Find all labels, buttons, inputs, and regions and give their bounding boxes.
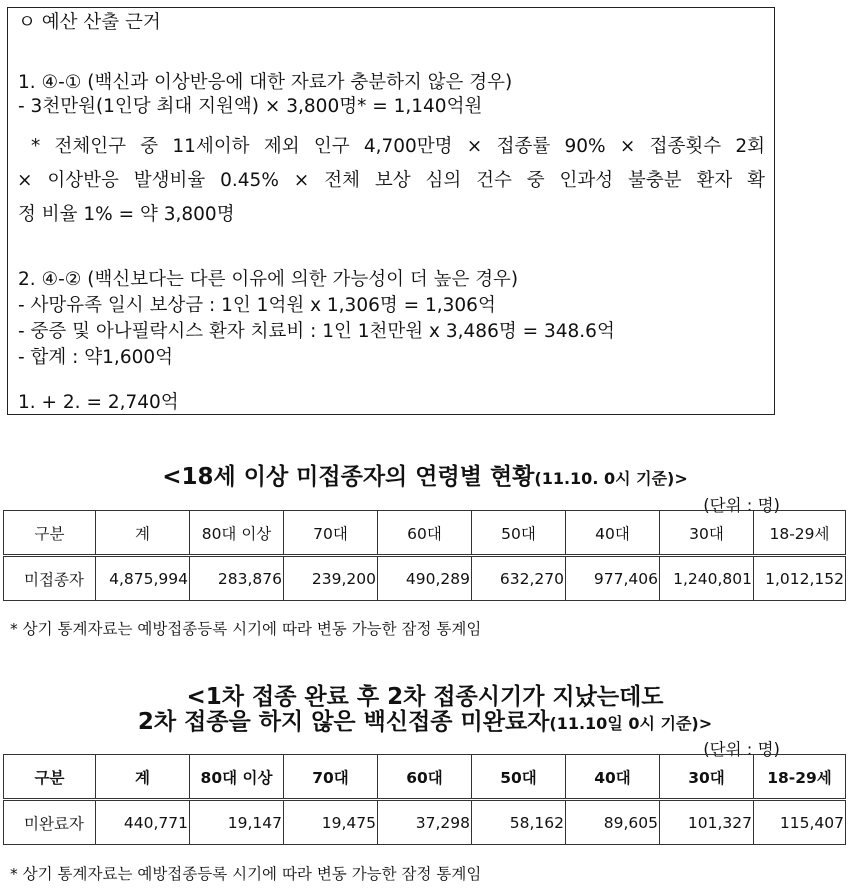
table2-title-line2: [0, 703, 850, 736]
table2-footnote: * 상기 통계자료는 예방접종등록 시기에 따라 변동 가능한 잠정 통계임: [10, 865, 482, 883]
table1-header-80s-plus: 80대 이상: [190, 511, 284, 556]
table2-cell-50s: 58,162: [472, 800, 566, 845]
table2-cell-40s: 89,605: [566, 800, 660, 845]
case2-item-death-compensation: - 사망유족 일시 보상금 : 1인 1억원 x 1,306명 = 1,306억: [18, 295, 496, 316]
table1-header-60s: 60대: [378, 511, 472, 556]
case2-total: - 합계 : 약1,600억: [18, 347, 173, 368]
table1-cell-total: 4,875,994: [96, 556, 190, 601]
table2-title-date: (11.10일 0시 기준)>: [549, 714, 713, 733]
table1-cell-80s-plus: 283,876: [190, 556, 284, 601]
table2-unit: (단위 : 명): [703, 740, 780, 759]
table2-cell-70s: 19,475: [284, 800, 378, 845]
case1-note-line2: × 이상반응 발생비율 0.45% × 전체 보상 심의 건수 중 인과성 불충분 환자 확: [17, 170, 765, 191]
table1-cell-40s: 977,406: [566, 556, 660, 601]
table1-row-label: 미접종자: [4, 556, 96, 601]
table1-header-50s: 50대: [472, 511, 566, 556]
table2-header-40s: 40대: [566, 755, 660, 800]
table2-header-80s-plus: 80대 이상: [190, 755, 284, 800]
table2-header-row: [4, 755, 846, 800]
table2-header-70s: 70대: [284, 755, 378, 800]
table1-title-main: <18세 이상 미접종자의 연령별 현황: [162, 464, 535, 490]
table-row: [4, 800, 846, 845]
table1-cell-60s: 490,289: [378, 556, 472, 601]
table2-cell-60s: 37,298: [378, 800, 472, 845]
table2-title-main: 2차 접종을 하지 않은 백신접종 미완료자: [137, 709, 550, 735]
table1-title: [0, 458, 850, 491]
case1-note-line3: 정 비율 1% = 약 3,800명: [18, 204, 235, 225]
table2-cell-80s-plus: 19,147: [190, 800, 284, 845]
table-row: [4, 556, 846, 601]
table1-cell-50s: 632,270: [472, 556, 566, 601]
table2-cell-30s: 101,327: [660, 800, 754, 845]
table1-header-category: 구분: [4, 511, 96, 556]
table1-header-30s: 30대: [660, 511, 754, 556]
table2-cell-18-29: 115,407: [754, 800, 846, 845]
table1-header-40s: 40대: [566, 511, 660, 556]
budget-basis-box: [7, 7, 775, 415]
table2-header-50s: 50대: [472, 755, 566, 800]
table2-cell-total: 440,771: [96, 800, 190, 845]
case1-calculation: - 3천만원(1인당 최대 지원액) × 3,800명* = 1,140억원: [18, 96, 483, 117]
table1-cell-18-29: 1,012,152: [754, 556, 846, 601]
table2-header-30s: 30대: [660, 755, 754, 800]
table1-title-date: (11.10. 0시 기준)>: [534, 469, 688, 488]
table1-header-70s: 70대: [284, 511, 378, 556]
basis-heading: ㅇ 예산 산출 근거: [18, 12, 161, 33]
table1-unvaccinated-by-age: [3, 510, 846, 601]
basis-sum: 1. + 2. = 2,740억: [18, 392, 179, 413]
case1-note-line1: * 전체인구 중 11세이하 제외 인구 4,700만명 × 접종률 90% × 접종횟수 2회: [31, 136, 765, 157]
case1-title: 1. ④-① (백신과 이상반응에 대한 자료가 충분하지 않은 경우): [18, 72, 513, 93]
table2-incomplete-by-age: [3, 754, 846, 845]
table1-header-row: [4, 511, 846, 556]
table2-row-label: 미완료자: [4, 800, 96, 845]
table2-header-18-29: 18-29세: [754, 755, 846, 800]
table2-title-line1: <1차 접종 완료 후 2차 접종시기가 지났는데도: [186, 684, 664, 710]
table1-unit: (단위 : 명): [703, 496, 780, 515]
table1-cell-70s: 239,200: [284, 556, 378, 601]
table1-cell-30s: 1,240,801: [660, 556, 754, 601]
table2-header-total: 계: [96, 755, 190, 800]
case2-title: 2. ④-② (백신보다는 다른 이유에 의한 가능성이 더 높은 경우): [18, 269, 519, 290]
table2-header-category: 구분: [4, 755, 96, 800]
case2-item-treatment-cost: - 중증 및 아나필락시스 환자 치료비 : 1인 1천만원 x 3,486명 = 348.6억: [18, 321, 615, 342]
table2-header-60s: 60대: [378, 755, 472, 800]
table1-header-total: 계: [96, 511, 190, 556]
table1-header-18-29: 18-29세: [754, 511, 846, 556]
table1-footnote: * 상기 통계자료는 예방접종등록 시기에 따라 변동 가능한 잠정 통계임: [10, 620, 482, 638]
